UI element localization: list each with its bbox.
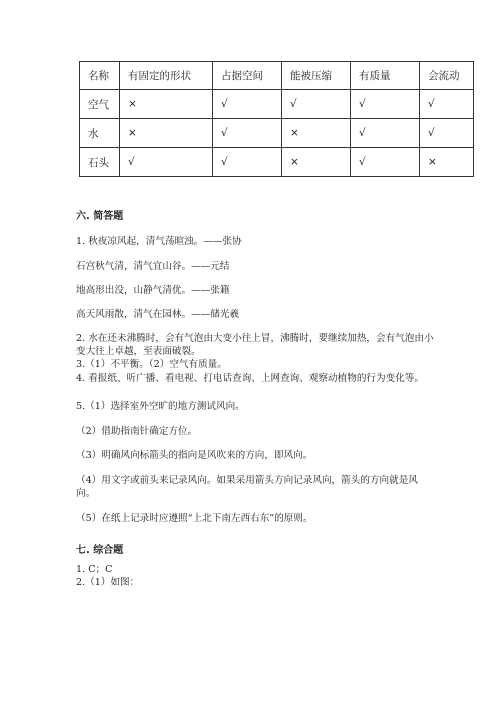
table-cell: × — [282, 119, 351, 148]
table-cell: × — [120, 119, 213, 148]
table-cell: √ — [351, 119, 420, 148]
table-cell: 水 — [80, 119, 120, 148]
poem-line: 1. 秋夜凉风起，清气荡暄浊。——张协 — [76, 236, 242, 247]
table-header-cell: 能被压缩 — [282, 62, 351, 90]
answer-5-line: 5.（1）选择室外空旷的地方测试风向。 — [76, 401, 245, 412]
answer-5-line: （2）借助指南针确定方位。 — [76, 426, 198, 437]
table-header-cell: 占据空间 — [213, 62, 282, 90]
comprehensive-line: 1. C；C — [76, 564, 113, 575]
table-cell: × — [420, 148, 474, 177]
poem-line: 石宫秋气清，清气宜山谷。——元结 — [76, 261, 230, 272]
table-cell: √ — [213, 148, 282, 177]
section-title-short-answer: 六. 简答题 — [76, 211, 124, 222]
table-header-cell: 会流动 — [420, 62, 474, 90]
table-cell: √ — [213, 90, 282, 119]
table-cell: 石头 — [80, 148, 120, 177]
table-cell: √ — [420, 119, 474, 148]
table-cell: √ — [213, 119, 282, 148]
answer-4: 4. 看报纸、听广播、看电视、打电话查询、上网查询、观察动植物的行为变化等。 — [76, 373, 424, 384]
table-cell: √ — [351, 90, 420, 119]
table-cell: √ — [351, 148, 420, 177]
table-cell: × — [120, 90, 213, 119]
table-cell: × — [282, 148, 351, 177]
comprehensive-line: 2.（1）如图： — [76, 577, 140, 588]
answer-5-line: （4）用文字或前头来记录风向。如果采用箭头方向记录风向，箭头的方向就是风向。 — [76, 475, 418, 499]
table-cell: 空气 — [80, 90, 120, 119]
answer-5-line: （3）明确风向标箭头的指向是风吹来的方向，即风向。 — [76, 450, 313, 461]
table-header-cell: 有固定的形状 — [120, 62, 213, 90]
table-cell: √ — [420, 90, 474, 119]
answer-3: 3.（1）不平衡。（2）空气有质量。 — [76, 359, 227, 370]
answer-2: 2. 水在还未沸腾时，会有气泡由大变小往上冒，沸腾时，要继续加热，会有气泡由小变大往上卓越，至表面破裂。 — [76, 333, 434, 357]
table-row — [80, 90, 474, 119]
table-cell: √ — [120, 148, 213, 177]
answer-5-line: （5）在纸上记录时应遵照“上北下南左西右东”的原则。 — [76, 513, 313, 524]
table-cell: √ — [282, 90, 351, 119]
table-header-cell: 有质量 — [351, 62, 420, 90]
poem-line: 地高形出没，山静气清优。——张籍 — [76, 285, 230, 296]
properties-table — [79, 61, 474, 177]
section-title-comprehensive: 七. 综合题 — [76, 545, 124, 556]
table-header-row — [80, 62, 474, 90]
table-row — [80, 148, 474, 177]
table-header-cell: 名称 — [80, 62, 120, 90]
table-row — [80, 119, 474, 148]
poem-line: 高天风雨散，清气在园林。——储光羲 — [76, 309, 240, 320]
